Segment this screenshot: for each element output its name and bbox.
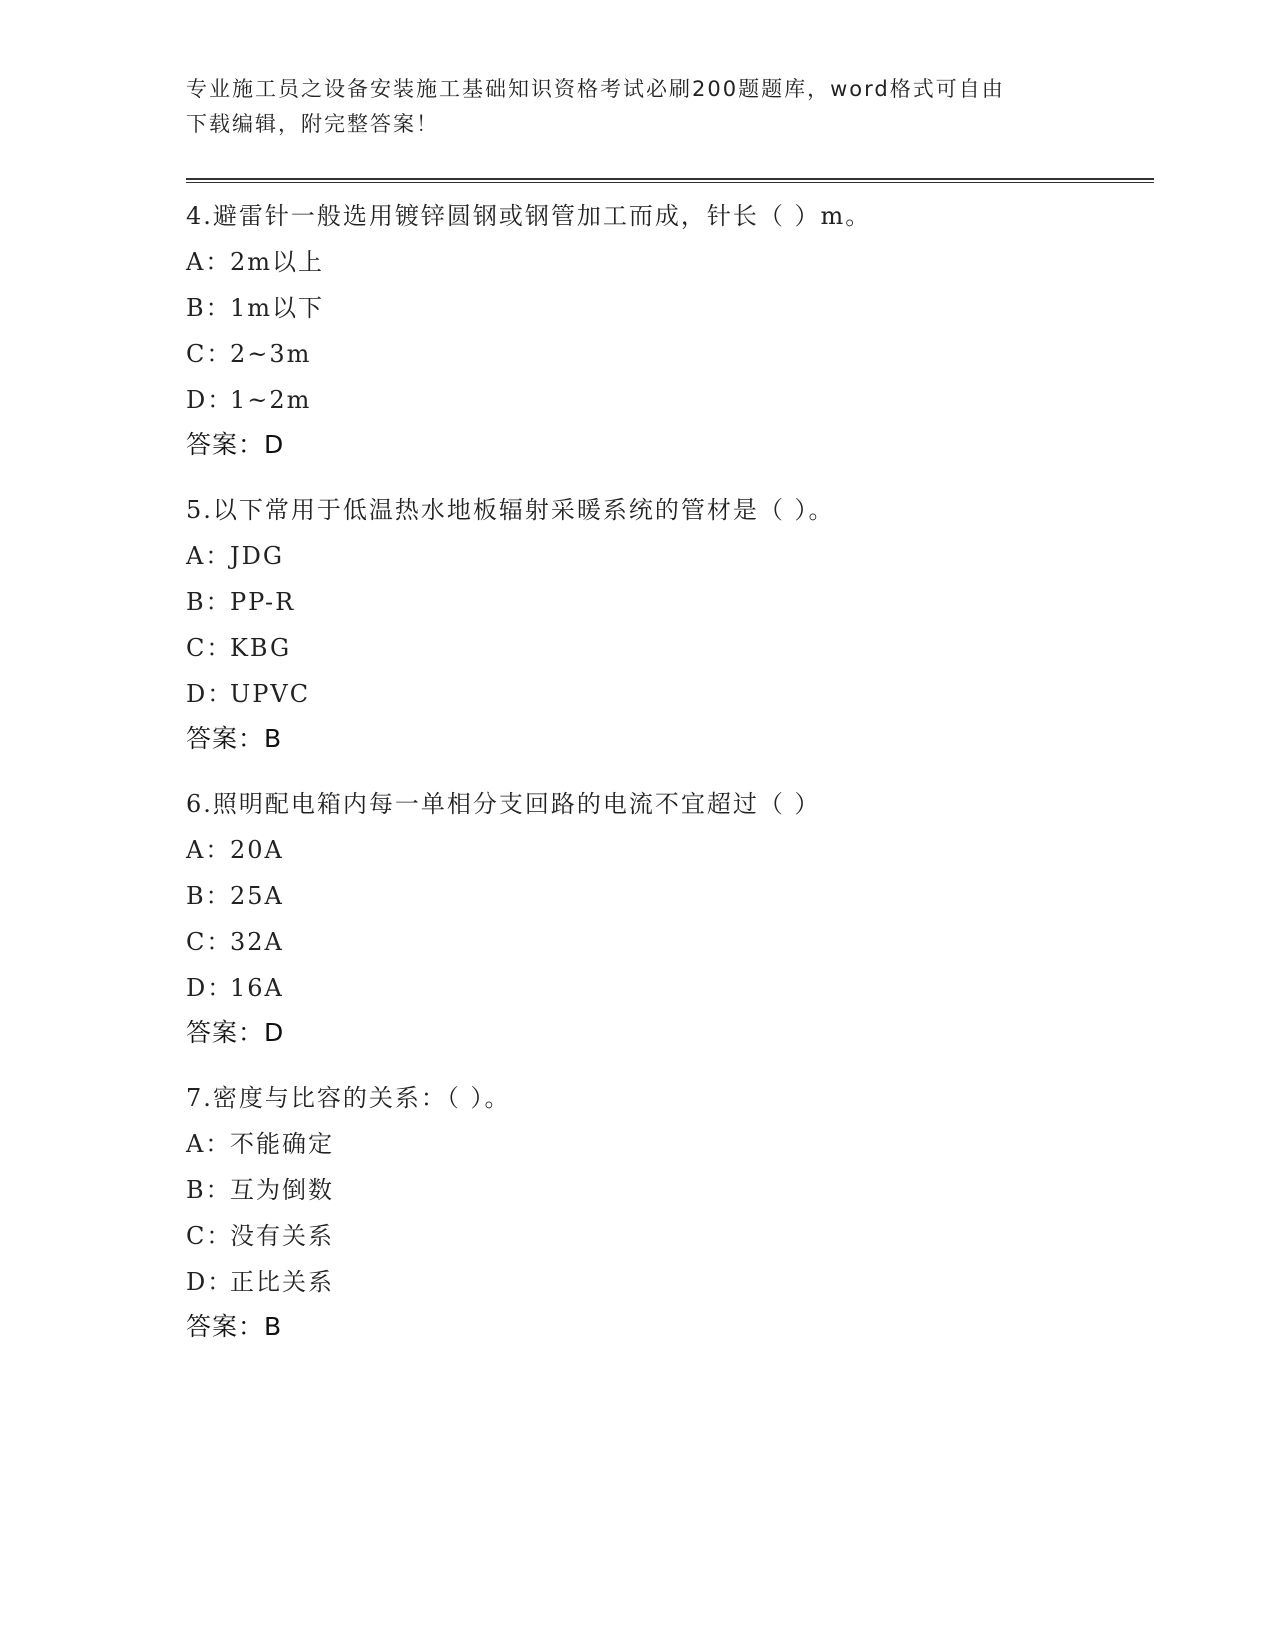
option-d	[186, 965, 1154, 1011]
option-text: JDG	[230, 542, 285, 570]
option-d	[186, 377, 1154, 423]
question-stem: 6.照明配电箱内每一单相分支回路的电流不宜超过（ ）	[186, 790, 821, 818]
option-label: B：	[186, 588, 232, 616]
option-label: D：	[186, 974, 234, 1002]
question-item	[186, 781, 1154, 1055]
option-label: A：	[186, 542, 232, 570]
option-a	[186, 239, 1154, 285]
option-label: B：	[186, 882, 232, 910]
answer-line: 答案：D	[186, 1018, 285, 1047]
question-stem: 4.避雷针一般选用镀锌圆钢或钢管加工而成，针长（ ）m。	[186, 202, 872, 230]
option-c	[186, 1213, 1154, 1259]
option-label: D：	[186, 1268, 234, 1296]
option-text: PP-R	[230, 588, 296, 616]
option-label: A：	[186, 248, 232, 276]
option-c	[186, 919, 1154, 965]
option-label: D：	[186, 386, 234, 414]
option-b	[186, 1167, 1154, 1213]
option-text: KBG	[230, 634, 292, 662]
option-text: 正比关系	[230, 1268, 334, 1296]
answer-line: 答案：B	[186, 1312, 283, 1341]
option-b	[186, 873, 1154, 919]
option-text: 2m以上	[230, 248, 325, 276]
option-text: 16A	[230, 974, 284, 1002]
option-text: 互为倒数	[230, 1176, 334, 1204]
option-text: UPVC	[230, 680, 311, 708]
question-item	[186, 193, 1154, 467]
option-d	[186, 671, 1154, 717]
option-label: A：	[186, 1130, 232, 1158]
header-title-line-1: 专业施工员之设备安装施工基础知识资格考试必刷200题题库，word格式可自由	[186, 77, 1005, 101]
header-title-line-2: 下载编辑，附完整答案！	[186, 112, 439, 136]
option-text: 1m以下	[230, 294, 325, 322]
option-a	[186, 1121, 1154, 1167]
option-label: B：	[186, 294, 232, 322]
answer-line: 答案：D	[186, 430, 285, 459]
option-c	[186, 625, 1154, 671]
option-c	[186, 331, 1154, 377]
option-a	[186, 533, 1154, 579]
option-b	[186, 285, 1154, 331]
question-item	[186, 487, 1154, 761]
option-text: 1~2m	[230, 386, 312, 414]
option-text: 20A	[230, 836, 284, 864]
option-label: C：	[186, 1222, 233, 1250]
question-stem: 7.密度与比容的关系：（ ）。	[186, 1084, 511, 1112]
document-header	[186, 72, 1076, 142]
option-d	[186, 1259, 1154, 1305]
option-text: 没有关系	[230, 1222, 334, 1250]
option-label: C：	[186, 928, 233, 956]
option-label: D：	[186, 680, 234, 708]
option-text: 32A	[230, 928, 284, 956]
option-text: 25A	[230, 882, 284, 910]
header-divider-thick	[186, 178, 1154, 180]
option-a	[186, 827, 1154, 873]
question-list	[186, 193, 1154, 1369]
option-text: 2~3m	[230, 340, 312, 368]
option-b	[186, 579, 1154, 625]
header-divider-thin	[186, 182, 1154, 183]
option-label: C：	[186, 340, 233, 368]
option-label: B：	[186, 1176, 232, 1204]
answer-line: 答案：B	[186, 724, 283, 753]
option-label: A：	[186, 836, 232, 864]
question-item	[186, 1075, 1154, 1349]
option-label: C：	[186, 634, 233, 662]
question-stem: 5.以下常用于低温热水地板辐射采暖系统的管材是（ ）。	[186, 496, 835, 524]
option-text: 不能确定	[230, 1130, 334, 1158]
